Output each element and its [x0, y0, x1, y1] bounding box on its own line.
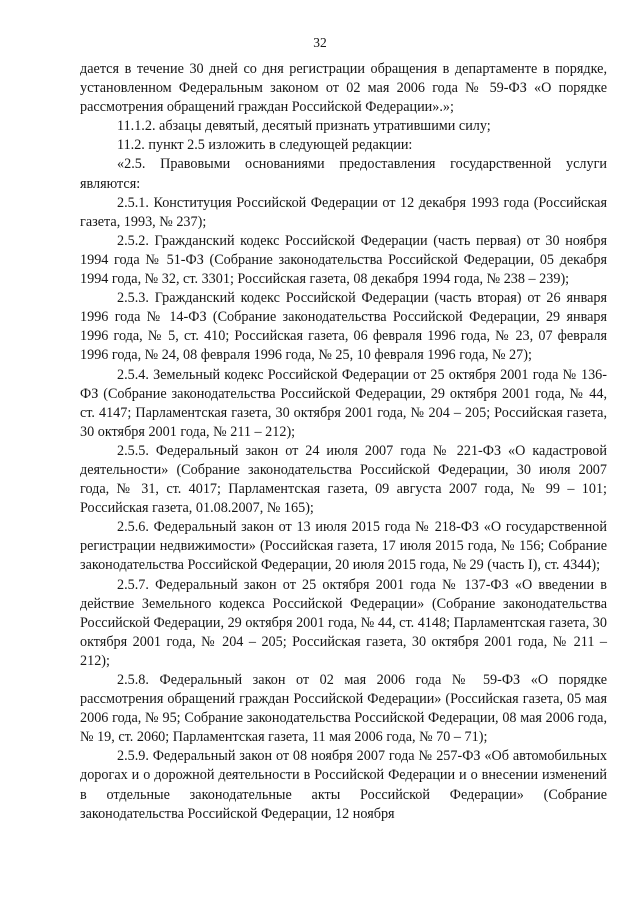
paragraph: 2.5.1. Конституция Российской Федерации от 12 декабря 1993 года (Российская газета, 1993, № 237); — [80, 194, 607, 230]
paragraph: 2.5.8. Федеральный закон от 02 мая 2006 года № 59-ФЗ «О порядке рассмотрения обращений граждан Российской Федерации» (Российская газета, 05 мая 2006 года, № 95; Собрание законодательства Российской Федерации, 08 мая 2006 года, № 19, ст. 2060; Парламентская газета, 11 мая 2006 года, № 70 – 71); — [80, 672, 607, 746]
paragraph: 11.1.2. абзацы девятый, десятый признать утратившими силу; — [117, 118, 491, 135]
paragraph: 2.5.7. Федеральный закон от 25 октября 2001 года № 137-ФЗ «О введении в действие Земельного кодекса Российской Федерации» (Собрание законодательства Российской Федерации, 29 октября 2001 года, № 44, ст. 4148; Парламентская газета, 30 октября 2001 года, № 204 – 205; Российская газета, 30 октября 2001 года, № 211 – 212); — [80, 576, 607, 669]
paragraph: 11.2. пункт 2.5 изложить в следующей редакции: — [117, 137, 413, 154]
paragraph: 2.5.6. Федеральный закон от 13 июля 2015 года № 218-ФЗ «О государственной регистрации недвижимости» (Российская газета, 17 июля 2015 года, № 156; Собрание законодательства Российской Федерации, 20 июля 2015 года, № 29 (часть I), ст. 4344); — [80, 519, 607, 574]
paragraph: 2.5.4. Земельный кодекс Российской Федерации от 25 октября 2001 года № 136-ФЗ (Собрание законодательства Российской Федерации, 29 октября 2001 года, № 44, ст. 4147; Парламентская газета, 30 октября 2001 года, № 204 – 205; Российская газета, 30 октября 2001 года, № 211 – 212); — [80, 366, 607, 440]
paragraph: «2.5. Правовыми основаниями предоставления государственной услуги являются: — [80, 156, 607, 192]
paragraph: 2.5.5. Федеральный закон от 24 июля 2007 года № 221-ФЗ «О кадастровой деятельности» (Собрание законодательства Российской Федерации, 30 июля 2007 года, № 31, ст. 4017; Парламентская газета, 09 августа 2007 года, № 99 – 101; Российская газета, 01.08.2007, № 165); — [80, 442, 607, 517]
paragraph: 2.5.3. Гражданский кодекс Российской Федерации (часть вторая) от 26 января 1996 года № 14-ФЗ (Собрание законодательства Российской Федерации, 29 января 1996 года, № 5, ст. 410; Российская газета, 06 февраля 1996 года, № 23, 07 февраля 1996 года, № 24, 08 февраля 1996 года, № 25, 10 февраля 1996 года, № 27); — [80, 290, 607, 364]
document-body — [80, 60, 607, 824]
paragraph: дается в течение 30 дней со дня регистрации обращения в департаменте в порядке, установленном Федеральным законом от 02 мая 2006 года № 59-ФЗ «О порядке рассмотрения обращений граждан Российской Федерации».»; — [80, 61, 607, 116]
paragraph: 2.5.2. Гражданский кодекс Российской Федерации (часть первая) от 30 ноября 1994 года № 51-ФЗ (Собрание законодательства Российской Федерации, 05 декабря 1994 года, № 32, ст. 3301; Российская газета, 08 декабря 1994 года, № 238 – 239); — [80, 232, 607, 288]
paragraph: 2.5.9. Федеральный закон от 08 ноября 2007 года № 257-ФЗ «Об автомобильных дорогах и о дорожной деятельности в Российской Федерации и о внесении изменений в отдельные законодательные акты Российской Федерации» (Собрание законодательства Российской Федерации, 12 ноября — [80, 748, 607, 822]
page-number: 32 — [313, 35, 327, 50]
